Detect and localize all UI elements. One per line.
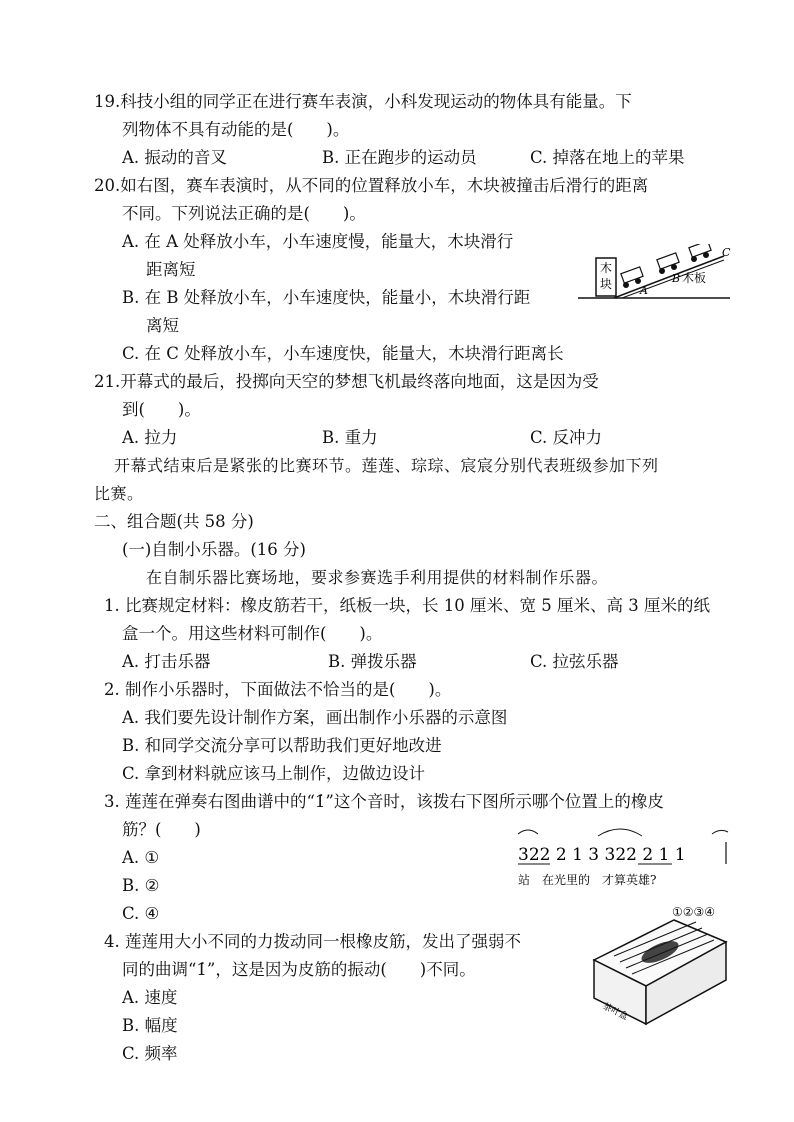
q20-option-c: C. 在 C 处释放小车，小车速度快，能量大，木块滑行距离长 bbox=[122, 344, 564, 363]
cart-c bbox=[689, 244, 711, 262]
q19-stem-line1: 19.科技小组的同学正在进行赛车表演，小科发现运动的物体具有能量。下 bbox=[94, 92, 632, 111]
slur-mark bbox=[598, 829, 642, 836]
p1-option-a: A. 打击乐器 bbox=[122, 652, 211, 671]
section2-sub1-title: (一)自制小乐器。(16 分) bbox=[122, 540, 306, 559]
p4-option-c: C. 频率 bbox=[122, 1044, 178, 1063]
q20-option-a-line2: 距离短 bbox=[146, 260, 196, 279]
p4-stem-line1: 4. 莲莲用大小不同的力拨动同一根橡皮筋，发出了强弱不 bbox=[104, 932, 521, 951]
q20-stem-line1: 20.如右图，赛车表演时，从不同的位置释放小车，木块被撞击后滑行的距离 bbox=[94, 176, 649, 195]
slur-mark bbox=[712, 830, 728, 834]
q21-option-b: B. 重力 bbox=[322, 428, 378, 447]
p3-stem-line2: 筋？( ) bbox=[122, 820, 201, 839]
slur-mark bbox=[518, 830, 538, 834]
intro-line2: 比赛。 bbox=[94, 484, 144, 503]
p1-stem-line2: 盒一个。用这些材料可制作( )。 bbox=[122, 624, 383, 643]
box-label: 茶叶盒 bbox=[600, 1001, 630, 1023]
p2-stem: 2. 制作小乐器时，下面做法不恰当的是( )。 bbox=[104, 680, 452, 699]
ramp-figure bbox=[574, 244, 734, 304]
label-c: C bbox=[722, 246, 731, 259]
section2-title: 二、组合题(共 58 分) bbox=[94, 512, 254, 531]
q19-option-a: A. 振动的音叉 bbox=[122, 148, 227, 167]
q20-option-b-line2: 离短 bbox=[146, 316, 179, 335]
band-position-labels: ①②③④ bbox=[672, 905, 716, 919]
p1-option-b: B. 弹拨乐器 bbox=[328, 652, 417, 671]
q19-option-c: C. 掉落在地上的苹果 bbox=[530, 148, 685, 167]
wood-block-label-bottom: 块 bbox=[600, 277, 613, 291]
p3-option-b: B. ② bbox=[122, 876, 160, 895]
cart-b bbox=[657, 253, 679, 274]
score-notes: 322 2 1 3 322 2 1 1 bbox=[518, 845, 686, 865]
p2-option-a: A. 我们要先设计制作方案，画出制作小乐器的示意图 bbox=[122, 708, 508, 727]
p3-option-c: C. ④ bbox=[122, 904, 160, 923]
p4-option-b: B. 幅度 bbox=[122, 1016, 178, 1035]
score-lyrics: 站 在光里的 才算英雄? bbox=[518, 873, 657, 887]
box-instrument-figure bbox=[584, 900, 734, 1030]
board-label: 木板 bbox=[682, 271, 707, 285]
p1-option-c: C. 拉弦乐器 bbox=[530, 652, 619, 671]
section2-sub1-intro: 在自制乐器比赛场地，要求参赛选手利用提供的材料制作乐器。 bbox=[146, 568, 609, 587]
p4-option-a: A. 速度 bbox=[122, 988, 178, 1007]
p1-stem-line1: 1. 比赛规定材料：橡皮筋若干，纸板一块，长 10 厘米、宽 5 厘米、高 3 厘米的纸 bbox=[104, 596, 710, 615]
music-score-figure bbox=[514, 820, 734, 890]
q19-option-b: B. 正在跑步的运动员 bbox=[322, 148, 477, 167]
label-a: A bbox=[640, 284, 648, 297]
q21-option-a: A. 拉力 bbox=[122, 428, 178, 447]
intro-line1: 开幕式结束后是紧张的比赛环节。莲莲、琮琮、宸宸分别代表班级参加下列 bbox=[114, 456, 659, 475]
q20-option-a-line1: A. 在 A 处释放小车，小车速度慢，能量大，木块滑行 bbox=[122, 232, 514, 251]
q21-stem-line2: 到( )。 bbox=[122, 400, 201, 419]
p3-option-a: A. ① bbox=[122, 848, 160, 867]
p2-option-b: B. 和同学交流分享可以帮助我们更好地改进 bbox=[122, 736, 442, 755]
label-b: B bbox=[672, 272, 681, 285]
q19-stem-line2: 列物体不具有动能的是( )。 bbox=[122, 120, 350, 139]
q21-option-c: C. 反冲力 bbox=[530, 428, 603, 447]
p2-option-c: C. 拿到材料就应该马上制作，边做边设计 bbox=[122, 764, 426, 783]
q20-stem-line2: 不同。下列说法正确的是( )。 bbox=[122, 204, 366, 223]
q21-stem-line1: 21.开幕式的最后，投掷向天空的梦想飞机最终落向地面，这是因为受 bbox=[94, 372, 599, 391]
p4-stem-line2: 同的曲调“1̇”，这是因为皮筋的振动( )不同。 bbox=[122, 960, 476, 979]
wood-block-label-top: 木 bbox=[600, 261, 613, 275]
q20-option-b-line1: B. 在 B 处释放小车，小车速度快，能量小，木块滑行距 bbox=[122, 288, 531, 307]
p3-stem-line1: 3. 莲莲在弹奏右图曲谱中的“1̇”这个音时，该拨右下图所示哪个位置上的橡皮 bbox=[104, 792, 664, 811]
